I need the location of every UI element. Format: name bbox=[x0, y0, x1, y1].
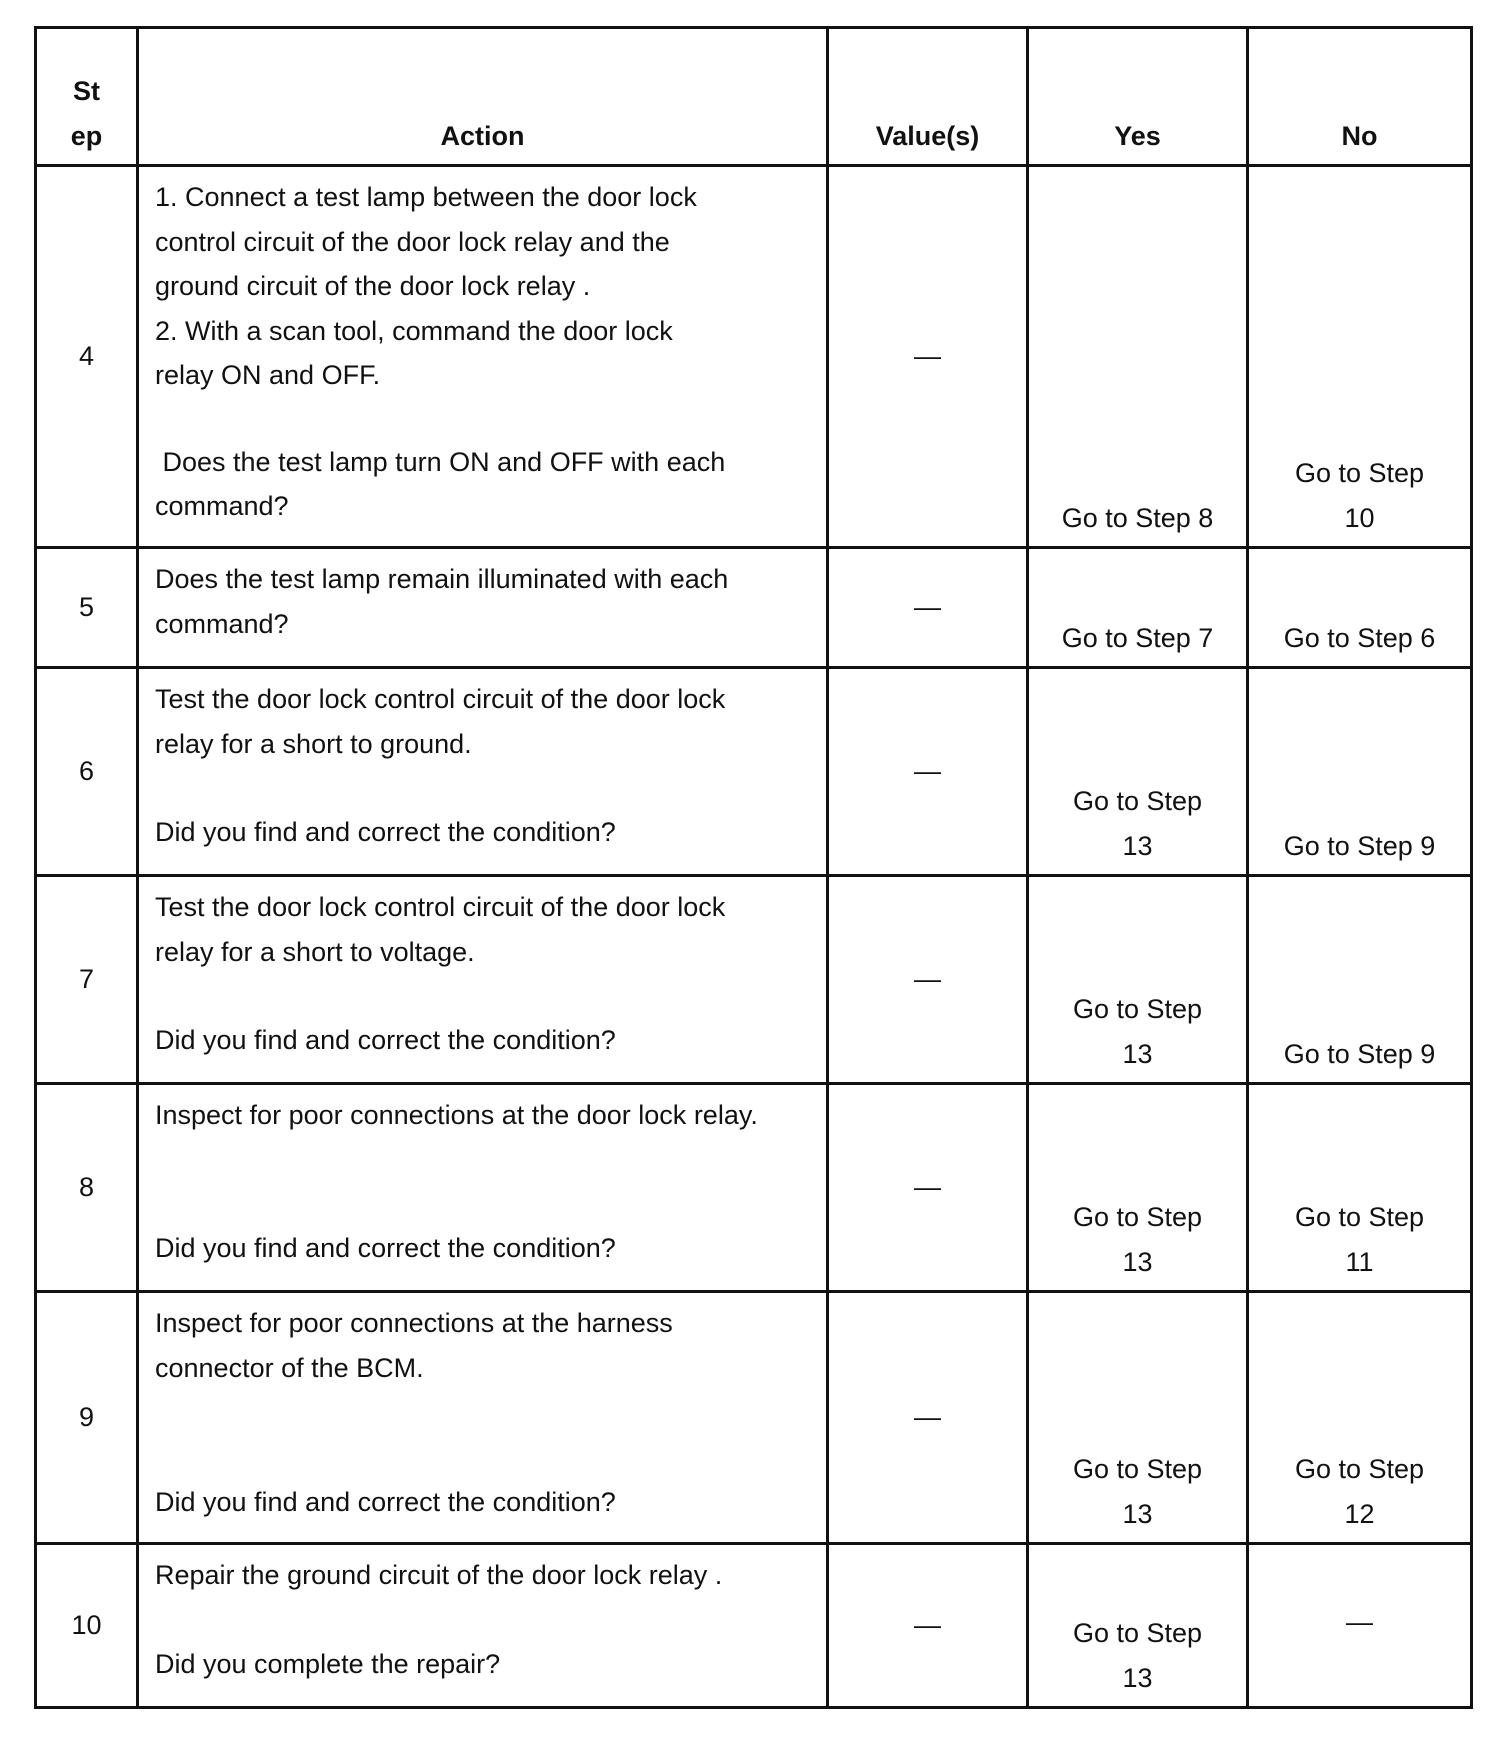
spacer bbox=[155, 1390, 816, 1480]
action-cell bbox=[138, 548, 828, 668]
action-line: relay ON and OFF. bbox=[155, 360, 381, 390]
yes-line: Go to Step bbox=[1072, 786, 1203, 816]
question-line: command? bbox=[155, 491, 289, 521]
value-cell: — bbox=[828, 548, 1028, 668]
yes-line: 13 bbox=[1122, 1662, 1153, 1693]
action-line: Inspect for poor connections at the harness bbox=[155, 1308, 673, 1338]
spacer bbox=[155, 398, 816, 440]
action-line: command? bbox=[155, 608, 289, 639]
question-line: Does the test lamp turn ON and OFF with each bbox=[155, 446, 726, 477]
action-cell bbox=[138, 1292, 828, 1544]
table-row bbox=[36, 668, 1472, 876]
action-line: Does the test lamp remain illuminated with each bbox=[155, 564, 729, 594]
header-yes: Yes bbox=[1028, 28, 1248, 166]
table-row bbox=[36, 1292, 1472, 1544]
step-number: 5 bbox=[36, 548, 138, 668]
header-step-line2: ep bbox=[70, 120, 103, 151]
header-value: Value(s) bbox=[828, 28, 1028, 166]
yes-line: 13 bbox=[1122, 1246, 1153, 1277]
no-cell bbox=[1248, 1084, 1472, 1292]
action-cell bbox=[138, 1544, 828, 1708]
no-line: 11 bbox=[1345, 1246, 1374, 1277]
diagnostic-table bbox=[34, 26, 1473, 1709]
spacer bbox=[155, 974, 816, 1018]
value-cell: — bbox=[828, 668, 1028, 876]
no-cell: Go to Step 9 bbox=[1248, 876, 1472, 1084]
yes-line: 13 bbox=[1122, 830, 1153, 861]
step-number: 8 bbox=[36, 1084, 138, 1292]
header-action: Action bbox=[138, 28, 828, 166]
spacer bbox=[155, 1138, 816, 1226]
table-row bbox=[36, 166, 1472, 548]
table-row bbox=[36, 1544, 1472, 1708]
no-cell: — bbox=[1248, 1544, 1472, 1708]
yes-cell bbox=[1028, 1544, 1248, 1708]
no-line: Go to Step bbox=[1294, 1454, 1425, 1484]
no-cell: Go to Step 6 bbox=[1248, 548, 1472, 668]
step-number: 4 bbox=[36, 166, 138, 548]
question-line: Did you find and correct the condition? bbox=[155, 1487, 616, 1517]
yes-cell: Go to Step 8 bbox=[1028, 166, 1248, 548]
yes-line: Go to Step bbox=[1072, 1202, 1203, 1232]
action-line: 1. Connect a test lamp between the door lock bbox=[155, 182, 697, 212]
action-line: Inspect for poor connections at the door lock relay. bbox=[155, 1100, 758, 1130]
no-cell bbox=[1248, 166, 1472, 548]
table-row bbox=[36, 1084, 1472, 1292]
no-line: 12 bbox=[1344, 1498, 1375, 1529]
value-cell: — bbox=[828, 1544, 1028, 1708]
no-line: 10 bbox=[1344, 502, 1375, 533]
yes-line: Go to Step bbox=[1072, 1618, 1203, 1648]
value-cell: — bbox=[828, 1292, 1028, 1544]
value-cell: — bbox=[828, 166, 1028, 548]
yes-cell bbox=[1028, 876, 1248, 1084]
header-no: No bbox=[1248, 28, 1472, 166]
action-cell bbox=[138, 1084, 828, 1292]
step-number: 6 bbox=[36, 668, 138, 876]
action-cell bbox=[138, 876, 828, 1084]
question-line: Did you find and correct the condition? bbox=[155, 1232, 616, 1263]
yes-cell bbox=[1028, 1292, 1248, 1544]
yes-cell bbox=[1028, 1084, 1248, 1292]
yes-cell bbox=[1028, 668, 1248, 876]
no-line: Go to Step bbox=[1294, 1202, 1425, 1232]
header-row bbox=[36, 28, 1472, 166]
yes-line: Go to Step bbox=[1072, 994, 1203, 1024]
action-line: Test the door lock control circuit of the door lock bbox=[155, 892, 726, 922]
action-line: Repair the ground circuit of the door lock relay . bbox=[155, 1560, 723, 1590]
table-row bbox=[36, 876, 1472, 1084]
step-number: 7 bbox=[36, 876, 138, 1084]
yes-cell: Go to Step 7 bbox=[1028, 548, 1248, 668]
no-cell bbox=[1248, 1292, 1472, 1544]
action-line: ground circuit of the door lock relay . bbox=[155, 271, 591, 301]
action-line: relay for a short to voltage. bbox=[155, 936, 475, 967]
action-line: Test the door lock control circuit of the door lock bbox=[155, 684, 726, 714]
header-step-line1: St bbox=[73, 76, 100, 106]
action-line: relay for a short to ground. bbox=[155, 728, 472, 759]
action-cell bbox=[138, 166, 828, 548]
step-number: 10 bbox=[36, 1544, 138, 1708]
question-line: Did you complete the repair? bbox=[155, 1648, 501, 1679]
action-line: 2. With a scan tool, command the door lock bbox=[155, 315, 673, 346]
yes-line: 13 bbox=[1122, 1498, 1153, 1529]
action-line: control circuit of the door lock relay and the bbox=[155, 226, 670, 257]
action-cell bbox=[138, 668, 828, 876]
spacer bbox=[155, 1598, 816, 1642]
no-cell: Go to Step 9 bbox=[1248, 668, 1472, 876]
yes-line: 13 bbox=[1122, 1038, 1153, 1069]
table-row bbox=[36, 548, 1472, 668]
spacer bbox=[155, 766, 816, 810]
no-line: Go to Step bbox=[1294, 458, 1425, 488]
yes-line: Go to Step bbox=[1072, 1454, 1203, 1484]
header-step bbox=[36, 28, 138, 166]
value-cell: — bbox=[828, 876, 1028, 1084]
value-cell: — bbox=[828, 1084, 1028, 1292]
action-line: connector of the BCM. bbox=[155, 1352, 424, 1383]
question-line: Did you find and correct the condition? bbox=[155, 1025, 616, 1055]
question-line: Did you find and correct the condition? bbox=[155, 817, 616, 847]
step-number: 9 bbox=[36, 1292, 138, 1544]
